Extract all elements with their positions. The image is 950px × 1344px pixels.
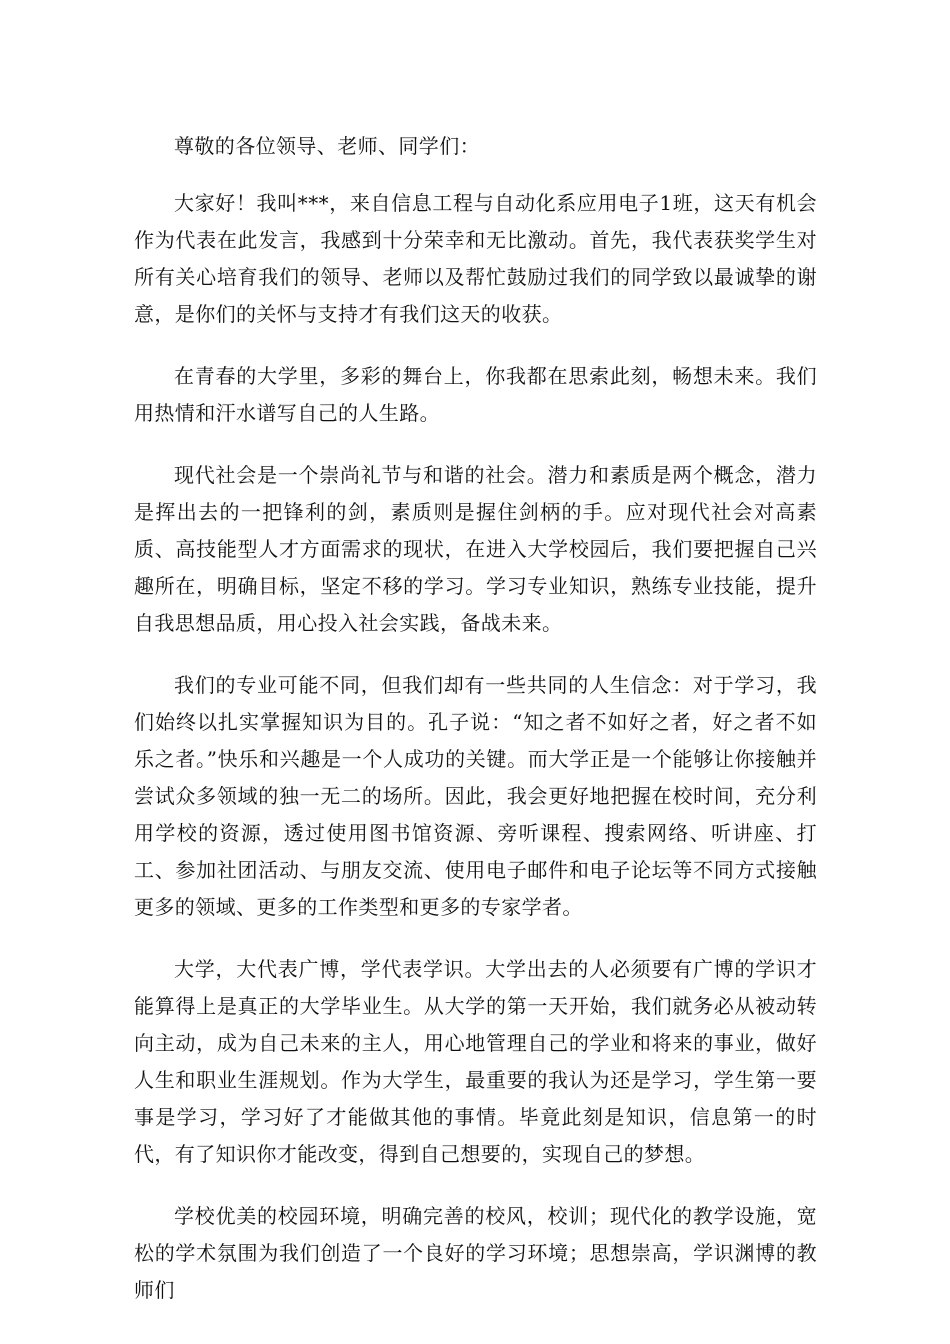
paragraph-greeting: 大家好！我叫***，来自信息工程与自动化系应用电子1班，这天有机会作为代表在此发言，我感到十分荣幸和无比激动。首先，我代表获奖学生对所有关心培育我们的领导、老师以及帮忙鼓励过我们的同学致以最诚挚的谢意，是你们的关怀与支持才有我们这天的收获。 (134, 191, 817, 326)
paragraph-campus-environment: 学校优美的校园环境，明确完善的校风，校训；现代化的教学设施，宽松的学术氛围为我们创造了一个良好的学习环境；思想崇高，学识渊博的教师们 (134, 1204, 817, 1302)
paragraph-youth: 在青春的大学里，多彩的舞台上，你我都在思索此刻，畅想未来。我们用热情和汗水谱写自己的人生路。 (134, 364, 817, 425)
paragraph-university-meaning: 大学，大代表广博，学代表学识。大学出去的人必须要有广博的学识才能算得上是真正的大学毕业生。从大学的第一天开始，我们就务必从被动转向主动，成为自己未来的主人，用心地管理自己的学业和将来的事业，做好人生和职业生涯规划。作为大学生，最重要的我认为还是学习，学生第一要事是学习，学习好了才能做其他的事情。毕竟此刻是知识，信息第一的时代，有了知识你才能改变，得到自己想要的，实现自己的梦想。 (134, 957, 817, 1166)
document-body (134, 128, 817, 1334)
salutation: 尊敬的各位领导、老师、同学们： (174, 134, 480, 158)
paragraph-shared-beliefs: 我们的专业可能不同，但我们却有一些共同的人生信念：对于学习，我们始终以扎实掌握知识为目的。孔子说：“知之者不如好之者，好之者不如乐之者。”快乐和兴趣是一个人成功的关键。而大学正是一个能够让你接触并尝试众多领域的独一无二的场所。因此，我会更好地把握在校时间，充分利用学校的资源，透过使用图书馆资源、旁听课程、搜索网络、听讲座、打工、参加社团活动、与朋友交流、使用电子邮件和电子论坛等不同方式接触更多的领域、更多的工作类型和更多的专家学者。 (134, 673, 817, 919)
paragraph-modern-society: 现代社会是一个崇尚礼节与和谐的社会。潜力和素质是两个概念，潜力是挥出去的一把锋利的剑，素质则是握住剑柄的手。应对现代社会对高素质、高技能型人才方面需求的现状，在进入大学校园后，我们要把握自己兴趣所在，明确目标，坚定不移的学习。学习专业知识，熟练专业技能，提升自我思想品质，用心投入社会实践，备战未来。 (134, 463, 817, 635)
